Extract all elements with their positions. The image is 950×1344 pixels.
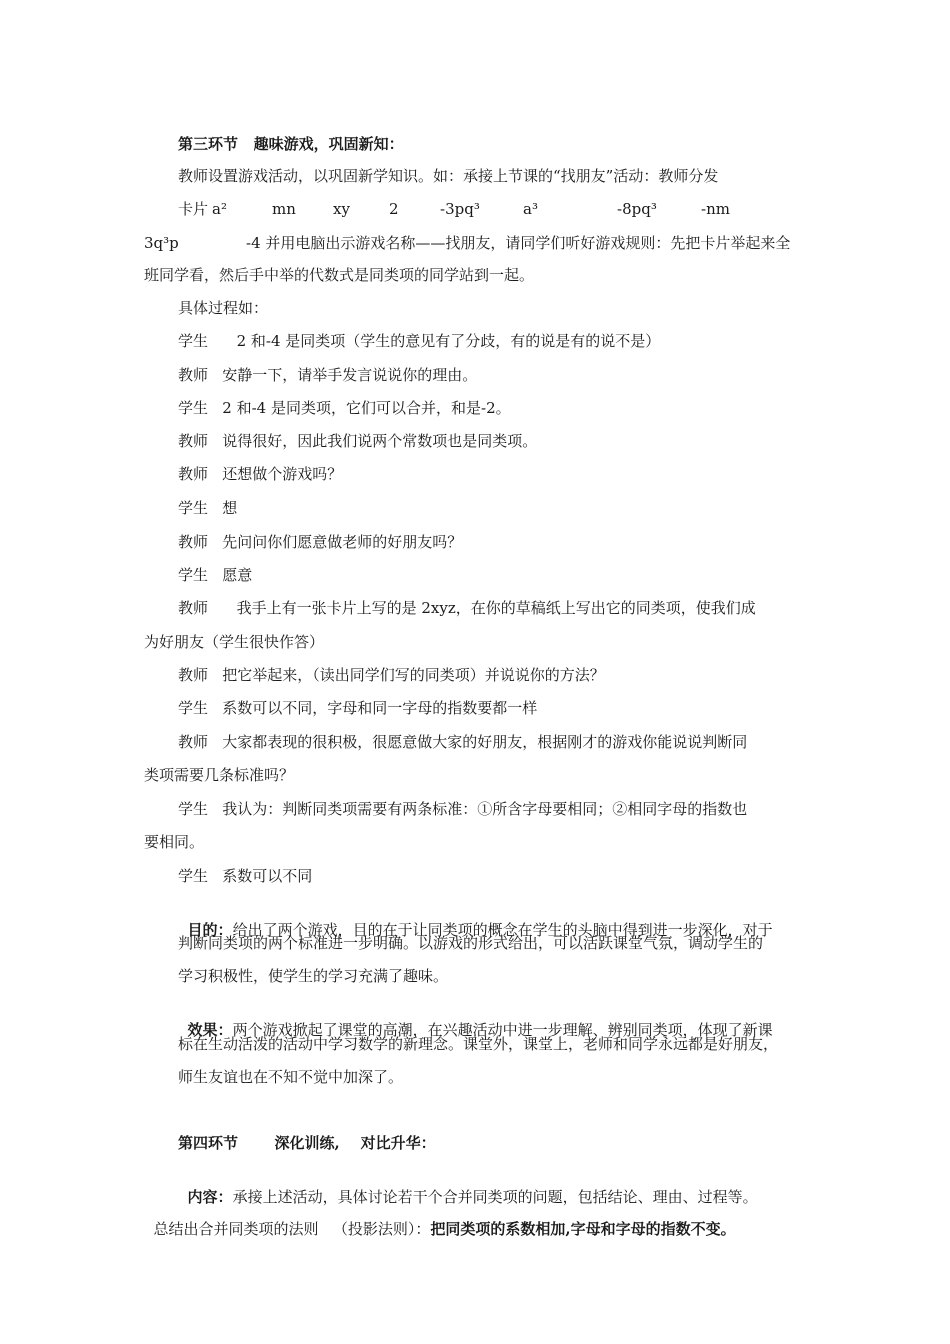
- content-label: 内容：: [187, 1188, 233, 1206]
- dialogue-line: 学生 系数可以不同: [178, 867, 313, 885]
- dialogue-line: 教师 把它举起来，（读出同学们写的同类项）并说说你的方法？: [178, 666, 605, 684]
- card-item: xy: [333, 200, 350, 218]
- dialogue-line: 教师 大家都表现的很积极，很愿意做大家的好朋友，根据刚才的游戏你能说说判断同: [178, 733, 748, 751]
- dialogue-line: 要相同。: [144, 833, 205, 851]
- purpose-label: 目的：: [187, 921, 233, 939]
- card-item: a³: [523, 200, 538, 218]
- rule-line: [144, 1199, 736, 1239]
- effect-text: 两个游戏掀起了课堂的高潮，在兴趣活动中进一步理解、辨别同类项，体现了新课: [232, 1021, 773, 1039]
- content-text: 承接上述活动，具体讨论若干个合并同类项的问题，包括结论、理由、过程等。: [232, 1188, 758, 1206]
- rules-line-2: 班同学看，然后手中举的代数式是同类项的同学站到一起。: [144, 266, 535, 284]
- card-item: -3pq³: [440, 200, 480, 218]
- effect-line: 师生友谊也在不知不觉中加深了。: [178, 1068, 404, 1086]
- purpose-line: 学习积极性，使学生的学习充满了趣味。: [178, 967, 449, 985]
- effect-line: 标在生动活泼的活动中学习数学的新理念。课堂外，课堂上，老师和同学永远都是好朋友，: [178, 1035, 779, 1053]
- card-item: -nm: [701, 200, 730, 218]
- dialogue-line: 教师 安静一下，请举手发言说说你的理由。: [178, 366, 478, 384]
- effect-label: 效果：: [187, 1021, 233, 1039]
- section3-heading: 第三环节 趣味游戏，巩固新知：: [178, 135, 404, 153]
- card-item: 2: [389, 200, 399, 218]
- dialogue-line: 为好朋友（学生很快作答）: [144, 633, 325, 651]
- dialogue-line: 学生 我认为：判断同类项需要有两条标准：①所含字母要相同；②相同字母的指数也: [178, 800, 748, 818]
- rule-prefix: 总结出合并同类项的法则 （投影法则）：: [153, 1220, 431, 1238]
- dialogue-line: 类项需要几条标准吗？: [144, 766, 295, 784]
- rules-line-1: -4 并用电脑出示游戏名称——找朋友，请同学们听好游戏规则：先把卡片举起来全: [246, 234, 791, 252]
- dialogue-line: 教师 还想做个游戏吗？: [178, 465, 343, 483]
- rule-text: 把同类项的系数相加,字母和字母的指数不变。: [430, 1220, 736, 1238]
- section4-heading: 第四环节 深化训练, 对比升华：: [178, 1134, 436, 1152]
- section3-intro: 教师设置游戏活动，以巩固新学知识。如：承接上节课的“找朋友”活动：教师分发: [178, 167, 719, 185]
- purpose-text: 给出了两个游戏，目的在于让同类项的概念在学生的头脑中得到进一步深化，对于: [232, 921, 773, 939]
- cards-label: 卡片: [178, 200, 209, 218]
- card-3q3p: 3q³p: [144, 234, 179, 252]
- dialogue-line: 学生 想: [178, 499, 238, 517]
- dialogue-line: 学生 2 和-4 是同类项，它们可以合并，和是-2。: [178, 399, 511, 417]
- dialogue-line: 学生 2 和-4 是同类项（学生的意见有了分歧，有的说是有的说不是）: [178, 332, 661, 350]
- card-item: mn: [272, 200, 296, 218]
- card-item: a²: [212, 200, 227, 218]
- dialogue-line: 学生 系数可以不同，字母和同一字母的指数要都一样: [178, 699, 538, 717]
- purpose-line: 判断同类项的两个标准进一步明确。以游戏的形式给出，可以活跃课堂气氛，调动学生的: [178, 934, 764, 952]
- dialogue-line: 学生 愿意: [178, 566, 253, 584]
- card-item: -8pq³: [617, 200, 657, 218]
- dialogue-line: 教师 我手上有一张卡片上写的是 2xyz，在你的草稿纸上写出它的同类项，使我们成: [178, 599, 756, 617]
- dialogue-line: 教师 先问问你们愿意做老师的好朋友吗？: [178, 533, 463, 551]
- dialogue-line: 教师 说得很好，因此我们说两个常数项也是同类项。: [178, 432, 538, 450]
- process-label: 具体过程如：: [178, 299, 269, 317]
